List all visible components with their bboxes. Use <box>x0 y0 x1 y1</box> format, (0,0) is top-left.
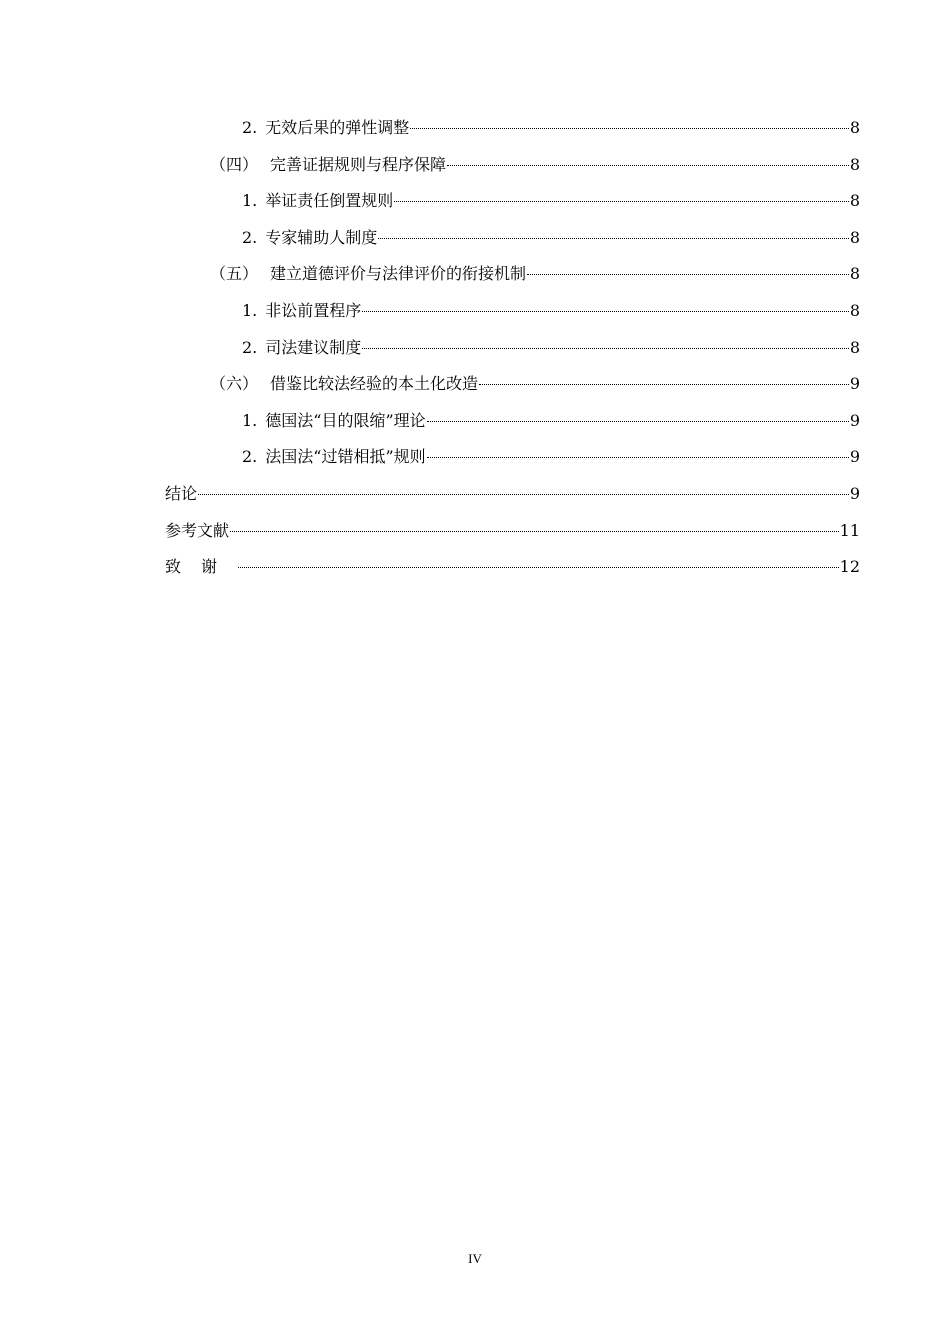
toc-entry-label: 司法建议制度 <box>265 337 362 357</box>
toc-entry-label: 非讼前置程序 <box>265 300 362 320</box>
toc-entry-page: 8 <box>849 191 860 211</box>
toc-entry-page: 8 <box>849 154 860 174</box>
toc-leader-dots <box>427 456 849 458</box>
toc-entry-label: 致谢 <box>165 557 238 577</box>
toc-entry-label: 完善证据规则与程序保障 <box>270 154 447 174</box>
toc-entry-label: 德国法“目的限缩”理论 <box>265 410 426 430</box>
table-of-contents <box>165 114 860 590</box>
toc-entry-conclusion[interactable] <box>165 480 860 517</box>
toc-entry-page: 9 <box>849 410 860 430</box>
toc-entry-number: （四） <box>210 154 259 174</box>
toc-leader-dots <box>447 164 849 166</box>
toc-entry-number: 2. <box>242 227 258 247</box>
toc-entry-label: 结论 <box>165 483 198 503</box>
toc-entry-page: 8 <box>849 118 860 137</box>
toc-entry-label: 无效后果的弹性调整 <box>265 118 410 137</box>
toc-entry-page: 8 <box>849 337 860 357</box>
toc-leader-dots <box>362 310 849 312</box>
toc-leader-dots <box>238 566 839 568</box>
toc-entry[interactable] <box>165 187 860 224</box>
toc-entry[interactable] <box>165 334 860 371</box>
toc-entry-number: 2. <box>242 337 258 357</box>
toc-entry[interactable] <box>165 297 860 334</box>
toc-entry-page: 9 <box>849 447 860 467</box>
toc-entry-number: 1. <box>242 410 258 430</box>
toc-entry-page: 8 <box>849 227 860 247</box>
toc-entry-number: （五） <box>210 264 259 284</box>
toc-entry-number: 1. <box>242 300 258 320</box>
toc-leader-dots <box>479 383 849 385</box>
toc-entry[interactable] <box>165 443 860 480</box>
toc-entry[interactable] <box>165 114 860 151</box>
toc-entry-references[interactable] <box>165 517 860 554</box>
toc-entry[interactable] <box>165 260 860 297</box>
toc-entry-label: 法国法“过错相抵”规则 <box>265 447 426 467</box>
toc-entry-acknowledgements[interactable] <box>165 553 860 590</box>
toc-leader-dots <box>230 530 839 532</box>
toc-entry-page: 11 <box>839 520 860 540</box>
page-number: IV <box>468 1251 482 1266</box>
toc-leader-dots <box>394 200 849 202</box>
toc-entry-label: 借鉴比较法经验的本土化改造 <box>270 374 479 394</box>
toc-entry-page: 8 <box>849 300 860 320</box>
toc-leader-dots <box>198 493 849 495</box>
toc-entry-label: 建立道德评价与法律评价的衔接机制 <box>270 264 527 284</box>
toc-entry[interactable] <box>165 151 860 188</box>
toc-entry[interactable] <box>165 370 860 407</box>
toc-entry-page: 9 <box>849 374 860 394</box>
toc-leader-dots <box>378 237 849 239</box>
toc-entry-label: 参考文献 <box>165 520 230 540</box>
toc-entry[interactable] <box>165 224 860 261</box>
toc-entry[interactable] <box>165 407 860 444</box>
toc-entry-page: 9 <box>849 483 860 503</box>
toc-leader-dots <box>362 347 849 349</box>
toc-leader-dots <box>410 127 849 129</box>
toc-leader-dots <box>427 420 849 422</box>
toc-entry-page: 8 <box>849 264 860 284</box>
toc-entry-label: 举证责任倒置规则 <box>265 191 394 211</box>
toc-entry-page: 12 <box>839 557 860 577</box>
toc-leader-dots <box>527 273 849 275</box>
toc-entry-number: 2. <box>242 118 258 137</box>
toc-entry-number: （六） <box>210 374 259 394</box>
toc-entry-number: 1. <box>242 191 258 211</box>
toc-entry-number: 2. <box>242 447 258 467</box>
toc-entry-label: 专家辅助人制度 <box>265 227 378 247</box>
